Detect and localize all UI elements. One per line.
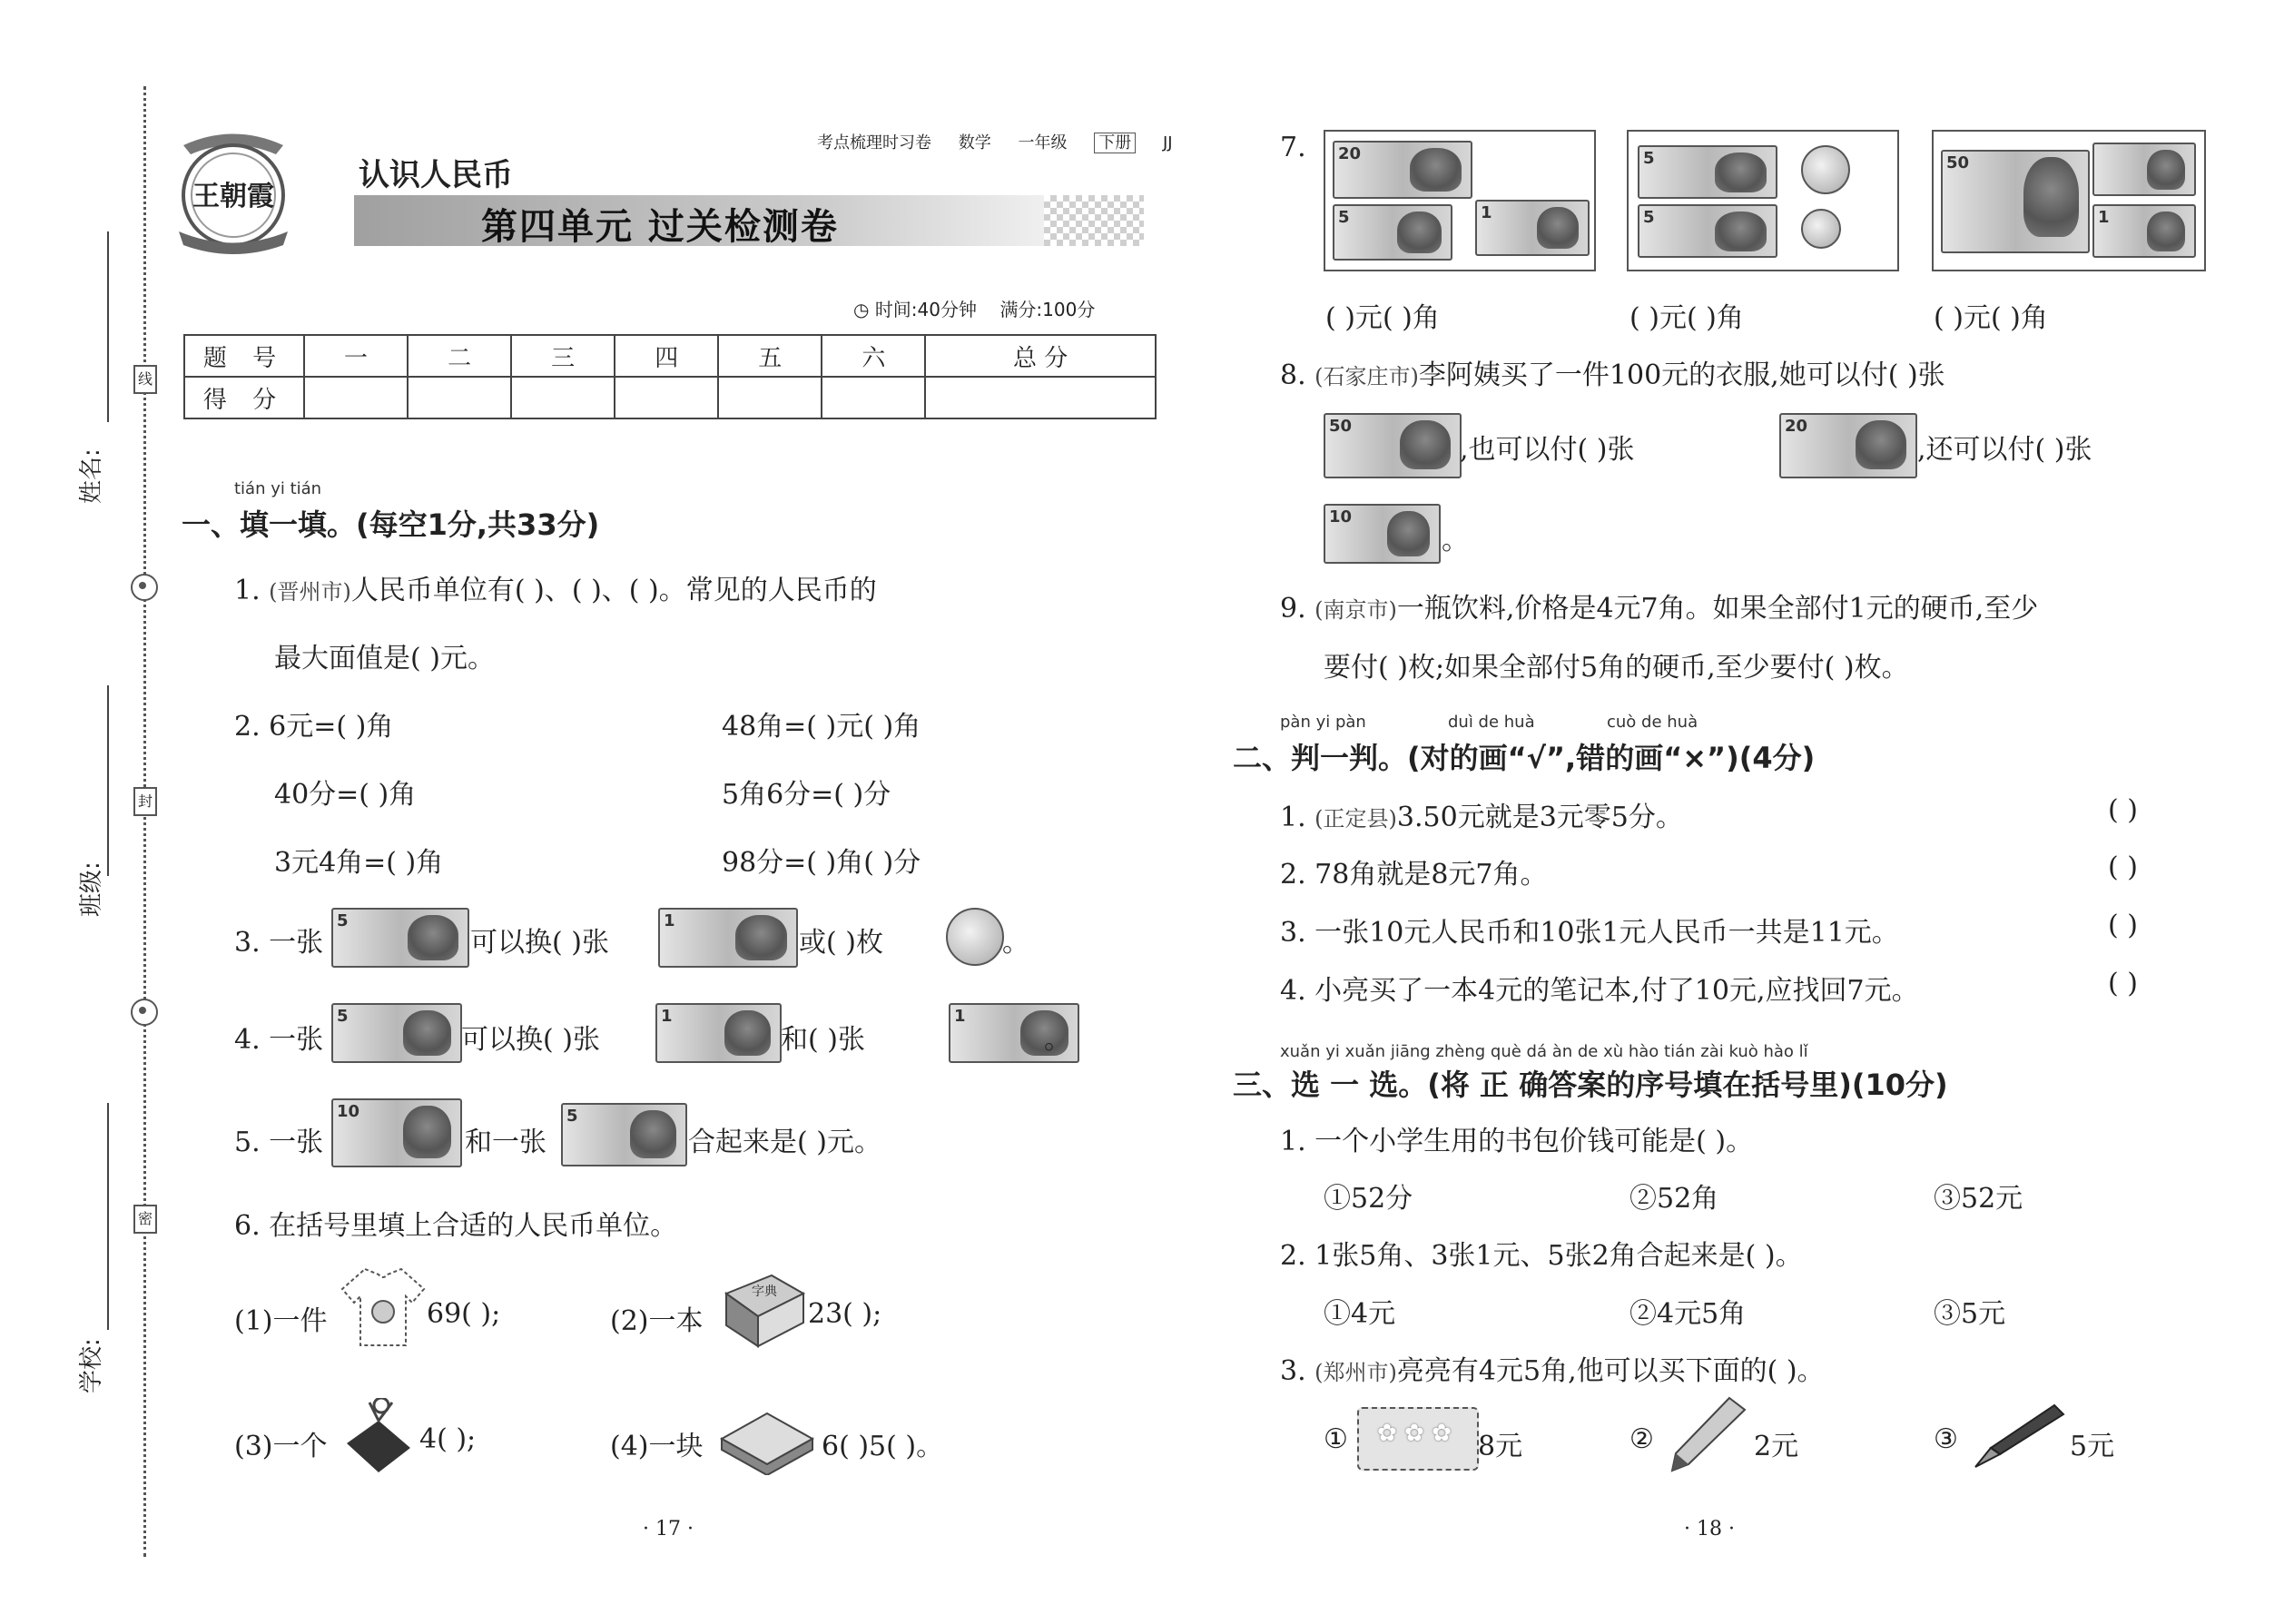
section1-title: 一、填一填。(每空1分,共33分) xyxy=(182,507,600,542)
page-18 xyxy=(1180,0,2294,1624)
question-1-2-row3b: 98分=( )角( )分 xyxy=(722,847,921,879)
banknote-5-yuan: 5 xyxy=(331,1003,462,1063)
score-input-cell[interactable] xyxy=(304,377,408,418)
table-cell: 三 xyxy=(511,335,615,377)
question-1-8-end: 。 xyxy=(1442,525,1469,556)
time-limit: 时间:40分钟 xyxy=(874,299,977,320)
sandwich-icon xyxy=(717,1403,817,1475)
question-text: 3.50元就是3元零5分。 xyxy=(1396,802,1683,833)
table-cell: 二 xyxy=(408,335,511,377)
question-1-9-line2: 要付( )枚;如果全部付5角的硬币,至少要付( )枚。 xyxy=(1324,652,1909,684)
banknote-50-yuan: 50 xyxy=(1324,413,1462,478)
choice-option-3b-number[interactable]: ② xyxy=(1629,1423,1654,1455)
section2-pinyin-1: pàn yi pàn xyxy=(1280,713,1366,732)
question-1-6-2-b: 23( ); xyxy=(808,1298,882,1330)
binding-mark-feng: 封 xyxy=(133,787,157,816)
question-1-3-c: 或( )枚 xyxy=(799,927,883,959)
question-text: 一张10元人民币和10张1元人民币一共是11元。 xyxy=(1314,917,1899,949)
question-1-5-c: 合起来是( )元。 xyxy=(688,1127,881,1158)
question-1-5-b: 和一张 xyxy=(465,1127,546,1158)
grade: 一年级 xyxy=(1018,133,1068,153)
time-info xyxy=(853,295,1095,321)
series-name: 考点梳理时习卷 xyxy=(817,133,931,153)
clock-icon: ◷ xyxy=(853,299,870,320)
binding-mark-xian: 线 xyxy=(133,365,157,394)
score-input-cell[interactable] xyxy=(511,377,615,418)
money-picture-b xyxy=(1627,130,1899,271)
binding-dotted-line xyxy=(143,86,146,1557)
subject: 数学 xyxy=(958,133,991,153)
choice-option-3a-number[interactable]: ① xyxy=(1324,1423,1348,1455)
banknote-50-yuan: 50 xyxy=(1941,150,2090,253)
question-1-7-blank-a: ( )元( )角 xyxy=(1325,302,1440,334)
question-1-6-1-b: 69( ); xyxy=(427,1298,501,1330)
question-1-6-2-a: (2)一本 xyxy=(610,1305,704,1337)
score-input-cell[interactable] xyxy=(615,377,718,418)
judge-answer-2[interactable]: ( ) xyxy=(2108,851,2138,883)
table-cell: 五 xyxy=(718,335,822,377)
score-input-cell[interactable] xyxy=(925,377,1156,418)
section2-title: 二、判一判。(对的画“√”,错的画“×”)(4分) xyxy=(1233,741,1816,775)
volume: 下册 xyxy=(1094,133,1136,153)
banknote-1-yuan: 1 xyxy=(2092,204,2196,258)
banknote-1-yuan: 1 xyxy=(949,1003,1079,1063)
question-text: 小亮买了一本4元的笔记本,付了10元,应找回7元。 xyxy=(1314,975,1919,1007)
question-1-9-line1: 9. (南京市)一瓶饮料,价格是4元7角。如果全部付1元的硬币,至少 xyxy=(1280,593,2039,625)
choice-option-1c[interactable]: ③52元 xyxy=(1934,1183,2023,1215)
question-1-7-number: 7. xyxy=(1280,132,1306,163)
choice-question-2: 2. 1张5角、3张1元、5张2角合起来是( )。 xyxy=(1280,1240,1803,1272)
binding-hole xyxy=(131,999,158,1026)
question-1-2-row1b: 48角=( )元( )角 xyxy=(722,711,921,743)
judge-item-1: 1. (正定县)3.50元就是3元零5分。 xyxy=(1280,802,1683,833)
question-1-2-row2b: 5角6分=( )分 xyxy=(722,779,891,811)
dictionary-label: 字典 xyxy=(752,1284,777,1299)
question-1-6-3-b: 4( ); xyxy=(419,1423,477,1455)
question-1-8-line2a: ,也可以付( )张 xyxy=(1460,434,1635,466)
banknote-20-yuan: 20 xyxy=(1333,141,1472,199)
svg-text:王朝霞: 王朝霞 xyxy=(192,181,274,212)
question-1-8-line1: 8. (石家庄市)李阿姨买了一件100元的衣服,她可以付( )张 xyxy=(1280,359,1945,391)
section1-pinyin: tián yi tián xyxy=(234,479,322,498)
choice-question-3: 3. (郑州市)亮亮有4元5角,他可以买下面的( )。 xyxy=(1280,1355,1825,1387)
sweater-icon xyxy=(338,1262,428,1353)
question-text: 一瓶饮料,价格是4元7角。如果全部付1元的硬币,至少 xyxy=(1396,593,2039,625)
question-text: 人民币单位有( )、( )、( )。常见的人民币的 xyxy=(350,575,877,606)
region-tag: (南京市) xyxy=(1314,597,1397,623)
judge-answer-4[interactable]: ( ) xyxy=(2108,968,2138,999)
section3-title: 三、选 一 选。(将 正 确答案的序号填在括号里)(10分) xyxy=(1233,1068,1948,1102)
pencil-case-icon: ✿ ✿ ✿ xyxy=(1357,1407,1479,1471)
table-cell: 四 xyxy=(615,335,718,377)
question-1-6-3-a: (3)一个 xyxy=(234,1431,328,1462)
choice-option-2a[interactable]: ①4元 xyxy=(1324,1298,1396,1330)
score-table-row xyxy=(184,377,1156,418)
banknote-20-yuan: 20 xyxy=(1779,413,1917,478)
section2-pinyin-3: cuò de huà xyxy=(1607,713,1698,732)
question-1-2-row1a: 2. 6元=( )角 xyxy=(234,711,394,743)
score-table xyxy=(183,334,1157,419)
region-tag: (晋州市) xyxy=(269,579,351,605)
banknote-1-yuan: 1 xyxy=(655,1003,782,1063)
name-line xyxy=(107,231,109,422)
question-1-6-4-b: 6( )5( )。 xyxy=(822,1431,944,1462)
judge-answer-1[interactable]: ( ) xyxy=(2108,794,2138,826)
question-1-7-blank-b: ( )元( )角 xyxy=(1629,302,1744,334)
question-1-5-a: 5. 一张 xyxy=(234,1127,324,1158)
judge-item-3: 3. 一张10元人民币和10张1元人民币一共是11元。 xyxy=(1280,917,1899,949)
question-1-1-line2: 最大面值是( )元。 xyxy=(274,643,495,674)
class-label: 班级: xyxy=(78,861,105,917)
score-input-cell[interactable] xyxy=(718,377,822,418)
coin-1-yuan xyxy=(1801,145,1850,194)
question-1-6: 6. 在括号里填上合适的人民币单位。 xyxy=(234,1210,678,1242)
money-picture-c xyxy=(1932,130,2206,271)
banknote-5-jiao xyxy=(2092,143,2196,196)
choice-option-3b-price: 2元 xyxy=(1754,1431,1799,1462)
choice-option-3c-price: 5元 xyxy=(2070,1431,2115,1462)
choice-option-2b[interactable]: ②4元5角 xyxy=(1629,1298,1747,1330)
table-cell: 总 分 xyxy=(925,335,1156,377)
region-tag: (石家庄市) xyxy=(1314,364,1419,389)
score-table-header xyxy=(184,335,1156,377)
question-text: 李阿姨买了一件100元的衣服,她可以付( )张 xyxy=(1418,359,1945,391)
binding-mark-mi: 密 xyxy=(133,1205,157,1234)
coin-1-yuan xyxy=(946,908,1004,966)
question-1-3-d: 。 xyxy=(1002,927,1029,959)
brand-logo xyxy=(174,127,292,254)
dictionary-icon xyxy=(717,1266,808,1348)
question-1-2-row3a: 3元4角=( )角 xyxy=(274,847,444,879)
banknote-5-yuan: 5 xyxy=(1638,145,1777,199)
binder-clip-icon xyxy=(338,1398,419,1480)
school-label: 学校: xyxy=(78,1338,105,1393)
question-1-4-d: 。 xyxy=(1044,1024,1071,1056)
banknote-5-yuan: 5 xyxy=(1333,204,1452,261)
name-label: 姓名: xyxy=(78,448,105,504)
question-text: 亮亮有4元5角,他可以买下面的( )。 xyxy=(1396,1355,1825,1387)
table-cell: 六 xyxy=(822,335,925,377)
checker-pattern xyxy=(1044,195,1144,246)
question-1-4-c: 和( )张 xyxy=(781,1024,865,1056)
page-number-left: · 17 · xyxy=(643,1518,694,1540)
full-score: 满分:100分 xyxy=(999,299,1096,320)
class-line xyxy=(107,685,109,876)
question-1-7-blank-c: ( )元( )角 xyxy=(1934,302,2048,334)
banknote-1-yuan: 1 xyxy=(658,908,798,968)
judge-item-2: 2. 78角就是8元7角。 xyxy=(1280,859,1548,891)
region-tag: (郑州市) xyxy=(1314,1360,1397,1385)
score-input-cell[interactable] xyxy=(408,377,511,418)
choice-option-3a-price: 8元 xyxy=(1478,1431,1523,1462)
score-input-cell[interactable] xyxy=(822,377,925,418)
choice-question-1: 1. 一个小学生用的书包价钱可能是( )。 xyxy=(1280,1126,1754,1157)
binding-hole xyxy=(131,574,158,601)
fountain-pen-icon xyxy=(1968,1398,2068,1471)
table-cell: 一 xyxy=(304,335,408,377)
banknote-5-yuan: 5 xyxy=(561,1103,687,1166)
pencil-icon xyxy=(1661,1393,1752,1475)
choice-option-1b[interactable]: ②52角 xyxy=(1629,1183,1719,1215)
section2-pinyin-2: duì de huà xyxy=(1448,713,1535,732)
judge-answer-3[interactable]: ( ) xyxy=(2108,910,2138,941)
banknote-10-yuan: 10 xyxy=(1324,504,1441,564)
banknote-1-yuan: 1 xyxy=(1475,200,1590,256)
edition: JJ xyxy=(1162,133,1173,153)
page-number-right: · 18 · xyxy=(1684,1518,1735,1540)
section3-pinyin: xuǎn yi xuǎn jiāng zhèng què dá àn de xù hào tián zài kuò hào lǐ xyxy=(1280,1042,1808,1061)
series-info xyxy=(817,130,1195,153)
region-tag: (正定县) xyxy=(1314,806,1397,832)
question-1-1-line1: 1. (晋州市)人民币单位有( )、( )、( )。常见的人民币的 xyxy=(234,575,877,606)
question-1-2-row2a: 40分=( )角 xyxy=(274,779,417,811)
question-1-4-b: 可以换( )张 xyxy=(461,1024,600,1056)
table-cell: 题 号 xyxy=(184,335,304,377)
choice-option-2c[interactable]: ③5元 xyxy=(1934,1298,2006,1330)
page-title: 第四单元 过关检测卷 xyxy=(481,206,839,248)
choice-option-1a[interactable]: ①52分 xyxy=(1324,1183,1413,1215)
banknote-5-yuan: 5 xyxy=(331,908,469,968)
question-text: 78角就是8元7角。 xyxy=(1314,859,1548,891)
judge-item-4: 4. 小亮买了一本4元的笔记本,付了10元,应找回7元。 xyxy=(1280,975,1919,1007)
school-line xyxy=(107,1103,109,1330)
question-1-3-b: 可以换( )张 xyxy=(470,927,609,959)
banknote-5-yuan: 5 xyxy=(1638,204,1777,258)
banknote-10-yuan: 10 xyxy=(331,1098,462,1167)
question-1-3-a: 3. 一张 xyxy=(234,927,324,959)
coin-1-jiao xyxy=(1801,209,1841,249)
question-1-4-a: 4. 一张 xyxy=(234,1024,324,1056)
question-1-6-1-a: (1)一件 xyxy=(234,1305,328,1337)
chapter-title: 认识人民币 xyxy=(359,157,513,193)
money-picture-a xyxy=(1324,130,1596,271)
table-cell: 得 分 xyxy=(184,377,304,418)
question-1-6-4-a: (4)一块 xyxy=(610,1431,704,1462)
choice-option-3c-number[interactable]: ③ xyxy=(1934,1423,1958,1455)
question-1-8-line2b: ,还可以付( )张 xyxy=(1917,434,2092,466)
